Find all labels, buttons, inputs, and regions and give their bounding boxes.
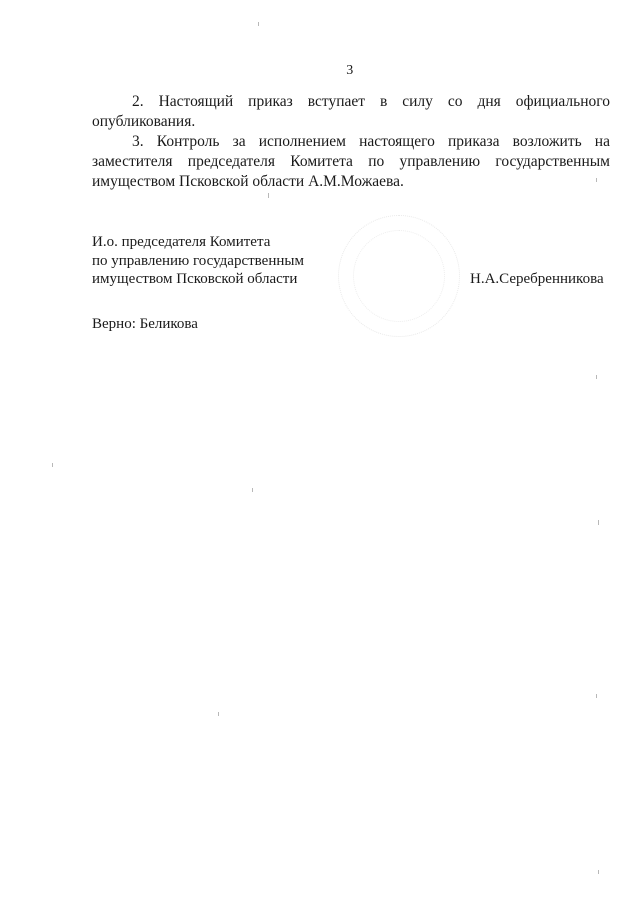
body-text (92, 92, 610, 192)
paragraph-3: 3. Контроль за исполнением настоящего приказа возложить на заместителя председателя Комитета по управлению государственным имуществом Псковской области А.М.Можаева. (92, 133, 610, 190)
scan-speck (596, 375, 597, 379)
scan-speck (218, 712, 219, 716)
scan-speck (596, 694, 597, 698)
scan-speck (258, 22, 259, 26)
scan-speck (598, 870, 599, 874)
page-number: 3 (346, 63, 354, 78)
position-line-1: И.о. председателя Комитета (92, 234, 271, 250)
verified-note: Верно: Беликова (92, 316, 198, 332)
position-line-2: по управлению государственным (92, 252, 304, 269)
position-line-3: имуществом Псковской области (92, 271, 298, 287)
scan-speck (252, 488, 253, 492)
scan-speck (52, 463, 53, 467)
scan-speck (268, 193, 269, 198)
scan-speck (598, 520, 599, 525)
signer-name: Н.А.Серебренникова (470, 271, 604, 287)
scan-speck (596, 178, 597, 182)
paragraph-2: 2. Настоящий приказ вступает в силу со дня официального опубликования. (92, 93, 610, 130)
